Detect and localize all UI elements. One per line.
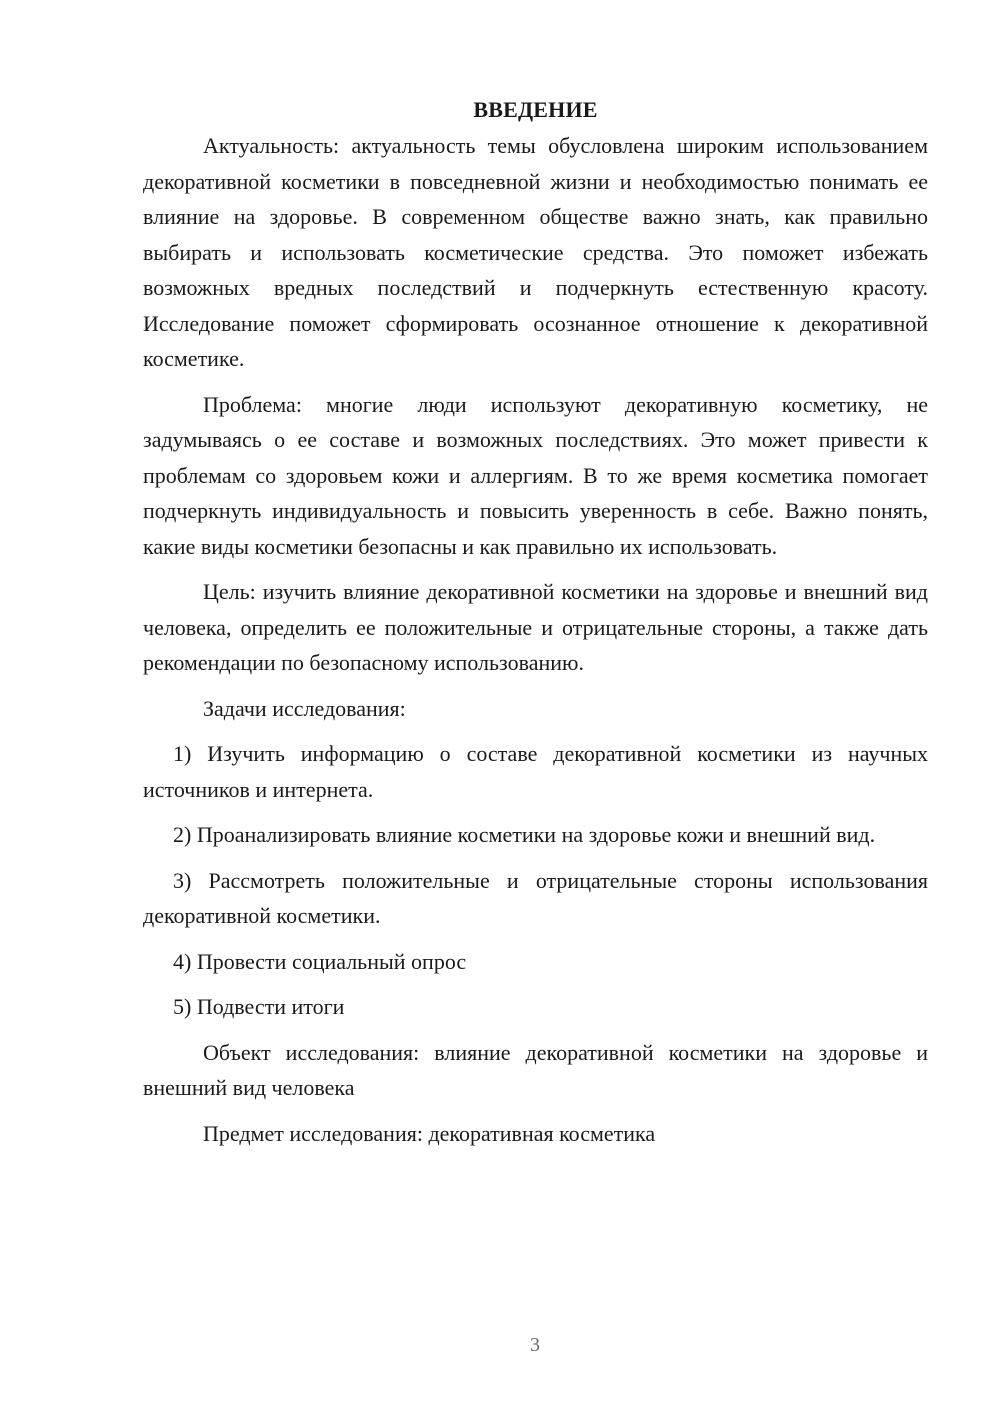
goal-paragraph: Цель: изучить влияние декоративной косметики на здоровье и внешний вид человека, определить ее положительные и отрицательные стороны, а также дать рекомендации по безопасному использованию. — [143, 579, 928, 675]
task-item-5: 5) Подвести итоги — [173, 994, 345, 1019]
task-item-3: 3) Рассмотреть положительные и отрицательные стороны использования декоративной косметики. — [143, 867, 928, 928]
subject-paragraph: Предмет исследования: декоративная косметика — [203, 1120, 656, 1146]
task-item-4: 4) Провести социальный опрос — [173, 948, 467, 974]
task-item-2: 2) Проанализировать влияние косметики на здоровье кожи и внешний вид. — [173, 822, 876, 847]
object-paragraph: Объект исследования: влияние декоративной косметики на здоровье и внешний вид человека — [143, 1039, 928, 1100]
page-number: 3 — [530, 1334, 540, 1356]
document-page — [143, 94, 928, 1151]
tasks-heading: Задачи исследования: — [203, 695, 406, 721]
task-item-1: 1) Изучить информацию о составе декоративной косметики из научных источников и интернета. — [143, 741, 928, 802]
page-title: ВВЕДЕНИЕ — [473, 97, 598, 122]
relevance-paragraph: Актуальность: актуальность темы обусловлена широким использованием декоративной косметики в повседневной жизни и необходимостью понимать ее влияние на здоровье. В современном обществе важно знать, как правильно выбирать и использовать косметические средства. Это поможет избежать возможных вредных последствий и подчеркнуть естественную красоту. Исследование поможет сформировать осознанное отношение к декоративной косметике. — [143, 133, 928, 371]
problem-paragraph: Проблема: многие люди используют декоративную косметику, не задумываясь о ее составе и возможных последствиях. Это может привести к проблемам со здоровьем кожи и аллергиям. В то же время косметика помогает подчеркнуть индивидуальность и повысить уверенность в себе. Важно понять, какие виды косметики безопасны и как правильно их использовать. — [143, 391, 928, 559]
